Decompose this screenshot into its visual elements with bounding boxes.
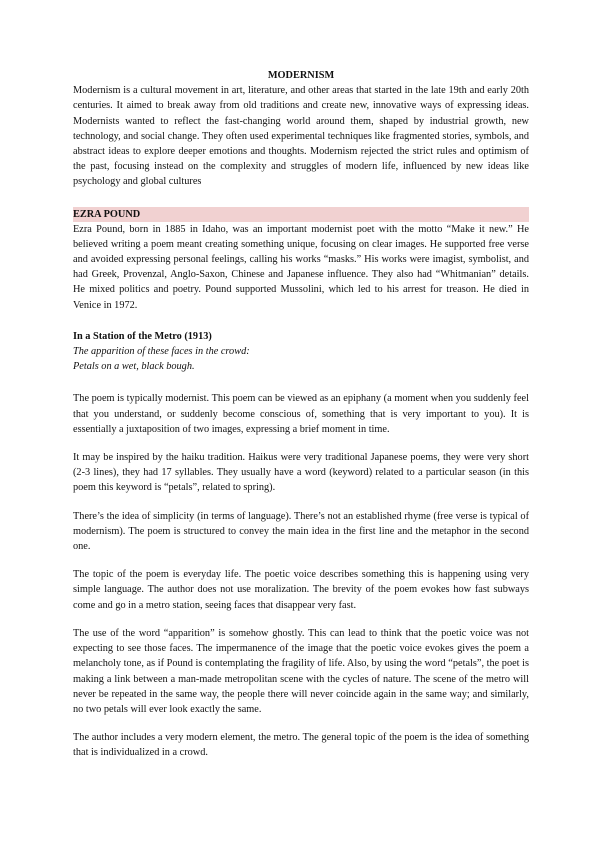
pound-bio-paragraph: Ezra Pound, born in 1885 in Idaho, was an important modernist poet with the motto “Make it new.” He believed writing a poem meant creating something unique, focusing on clear images. He supported free verse and avoided expressing personal feelings, calling his works “masks.” His works were imagist, symbolist, and had Greek, Provenzal, Anglo-Saxon, Chinese and Japanese influence. They also had “Whitmanian” details. He mixed politics and poetry. Pound supported Mussolini, which led to his arrest for treason. He died in Venice in 1972.: [73, 223, 529, 311]
page-title: MODERNISM: [267, 70, 335, 81]
poem-line: Petals on a wet, black bough.: [73, 361, 195, 373]
intro-paragraph: Modernism is a cultural movement in art, literature, and other areas that started in the late 19th and early 20th centuries. It aimed to break away from old traditions and create new, innovative ways of expressing ideas. Modernists wanted to reflect the fast-changing world around them, shaped by industrial growth, new technology, and social change. They often used experimental techniques like fragmented stories, symbols, and abstract ideas to explore deeper emotions and thoughts. Modernism rejected the strict rules and optimism of the past, focusing instead on the complexity and struggles of modern life, influenced by new ideas like psychology and global cultures: [73, 85, 529, 188]
body-paragraph: There’s the idea of simplicity (in terms of language). There’s not an established rhyme (free verse is typical of modernism). The poem is structured to convey the main idea in the first line and the metaphor in the second one.: [73, 510, 529, 553]
section-heading-ezra-pound: EZRA POUND: [73, 207, 529, 222]
body-paragraph: The author includes a very modern element, the metro. The general topic of the poem is the idea of something that is individualized in a crowd.: [73, 732, 529, 759]
body-paragraph: The poem is typically modernist. This poem can be viewed as an epiphany (a moment when you suddenly feel that you understand, or suddenly become conscious of, something that is very important to you). It is essentially a juxtaposition of two images, expressing a brief moment in time.: [73, 393, 529, 435]
document-page: [73, 68, 529, 761]
poem-line: The apparition of these faces in the crowd:: [73, 346, 250, 358]
body-paragraph: The topic of the poem is everyday life. The poetic voice describes something this is happening using very simple language. The author does not use moralization. The brevity of the poem evokes how fast subways come and go in a metro station, seeing faces that disappear very fast.: [73, 569, 529, 611]
body-paragraph: It may be inspired by the haiku tradition. Haikus were very traditional Japanese poems, they were very short (2-3 lines), they had 17 syllables. They usually have a word (keyword) related to a particular season (in this poem this keyword is “petals”, related to spring).: [73, 452, 529, 494]
poem-title: In a Station of the Metro (1913): [73, 330, 212, 342]
body-paragraph: The use of the word “apparition” is somehow ghostly. This can lead to think that the poetic voice was not expecting to see those faces. The impermanence of the image that the poetic voice evokes gives the poem a melancholy tone, as if Pound is contemplating the fragility of life. Also, by using the word “petals”, the poet is making a link between a man-made metropolitan scene with the cycles of nature. The scene of the metro will never be repeated in the same way, the people there will never coincide again in the same way; and similarly, no two petals will ever look exactly the same.: [73, 627, 529, 715]
